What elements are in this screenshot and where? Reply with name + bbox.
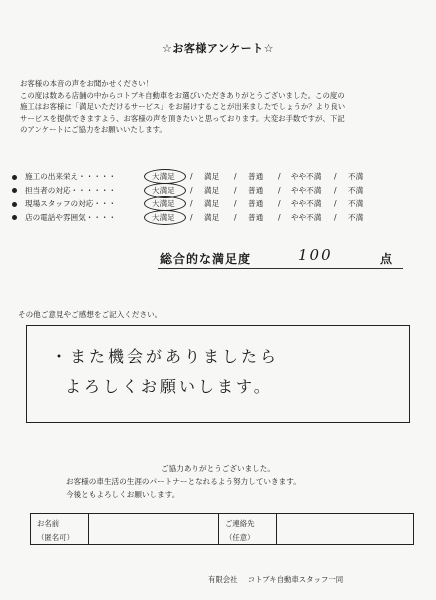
rating-row	[12, 184, 422, 198]
page-title: ☆お客様アンケート☆	[161, 42, 275, 55]
separator: /	[278, 199, 281, 208]
option-satisfied[interactable]: 満足	[204, 172, 220, 181]
option-neutral[interactable]: 普通	[248, 185, 264, 195]
intro-line: 施工はお客様に「満足いただけるサービス」をお届けすることが出来ましたでしょうか？より良い	[20, 102, 346, 111]
option-dissatisfied[interactable]: 不満	[348, 172, 364, 181]
rating-item-label: 店の電話や雰囲気・・・・	[25, 212, 117, 222]
separator: /	[190, 199, 193, 208]
footer-signature	[208, 574, 343, 585]
score-underline	[158, 268, 403, 269]
name-field[interactable]	[89, 514, 219, 544]
company-type: 有限会社	[208, 575, 238, 584]
overall-label: 総合的な満足度	[160, 252, 252, 266]
option-neutral[interactable]: 普通	[248, 212, 264, 222]
separator: /	[234, 172, 237, 181]
rating-row	[12, 211, 422, 225]
option-somewhat-dissatisfied[interactable]: やや不満	[291, 199, 322, 208]
staff-name: コトブキ自動車スタッフ一同	[247, 575, 344, 584]
thanks-message	[0, 462, 436, 501]
intro-line: この度は数ある店舗の中からコトブキ自動車をお選びいただきありがとうございました。この度の	[20, 90, 345, 100]
separator: /	[334, 212, 337, 222]
option-somewhat-dissatisfied[interactable]: やや不満	[291, 172, 322, 181]
separator: /	[190, 212, 193, 222]
intro-text	[20, 78, 424, 136]
name-label-cell	[31, 514, 89, 544]
option-neutral[interactable]: 普通	[248, 172, 264, 181]
option-dissatisfied[interactable]: 不満	[348, 212, 364, 222]
comment-line: ・また機会がありましたら	[51, 347, 280, 366]
contact-field[interactable]	[277, 514, 413, 544]
rating-row	[12, 170, 422, 184]
comments-label: その他ご意見やご感想をご記入ください。	[18, 310, 163, 319]
separator: /	[334, 185, 337, 195]
contact-form	[30, 513, 414, 545]
bullet-icon	[12, 188, 17, 193]
contact-label: ご連絡先	[225, 519, 255, 528]
overall-satisfaction	[0, 246, 436, 270]
intro-line: お客様の本音の声をお聞かせください！	[20, 79, 154, 88]
rating-item-label: 担当者の対応・・・・・・	[25, 185, 117, 195]
separator: /	[334, 199, 337, 208]
contact-note: （任意）	[225, 533, 255, 542]
rating-item-label: 現場スタッフの対応・・・	[25, 199, 117, 208]
overall-unit: 点	[380, 252, 393, 266]
intro-line: サービスを提供できますよう、お客様の声を頂きたいと思っております。大変お手数ですが、下記	[20, 113, 345, 123]
option-neutral[interactable]: 普通	[248, 199, 264, 208]
comment-line: よろしくお願いします。	[65, 377, 273, 396]
option-satisfied[interactable]: 満足	[204, 212, 220, 222]
thanks-line: ご協力ありがとうございました。	[161, 464, 275, 473]
option-satisfied[interactable]: 満足	[204, 199, 220, 208]
bullet-icon	[12, 175, 17, 180]
bullet-icon	[12, 202, 17, 207]
name-note: （匿名可）	[37, 533, 74, 542]
separator: /	[234, 212, 237, 222]
thanks-line: 今後ともよろしくお願いします。	[66, 490, 180, 499]
option-very-satisfied[interactable]: 大満足	[152, 185, 175, 195]
rating-table	[12, 170, 422, 224]
comment-box[interactable]	[26, 325, 410, 423]
overall-score[interactable]: 100	[298, 246, 333, 264]
option-very-satisfied[interactable]: 大満足	[152, 199, 175, 208]
bullet-icon	[12, 215, 17, 220]
thanks-line: お客様の車生活の生涯のパートナーとなれるよう努力していきます。	[66, 477, 301, 486]
separator: /	[334, 172, 337, 181]
option-very-satisfied[interactable]: 大満足	[152, 212, 175, 222]
option-somewhat-dissatisfied[interactable]: やや不満	[291, 212, 322, 222]
rating-item-label: 施工の出来栄え・・・・・	[25, 172, 117, 181]
name-label: お名前	[37, 519, 60, 528]
option-dissatisfied[interactable]: 不満	[348, 185, 364, 195]
separator: /	[278, 212, 281, 222]
separator: /	[190, 185, 193, 195]
separator: /	[190, 172, 193, 181]
option-somewhat-dissatisfied[interactable]: やや不満	[291, 185, 322, 195]
separator: /	[278, 172, 281, 181]
option-very-satisfied[interactable]: 大満足	[152, 172, 175, 181]
separator: /	[234, 199, 237, 208]
option-satisfied[interactable]: 満足	[204, 185, 220, 195]
intro-line: のアンケートにご協力をお願いいたします。	[20, 125, 167, 134]
contact-label-cell	[219, 514, 277, 544]
separator: /	[278, 185, 281, 195]
rating-row	[12, 197, 422, 211]
option-dissatisfied[interactable]: 不満	[348, 199, 364, 208]
separator: /	[234, 185, 237, 195]
